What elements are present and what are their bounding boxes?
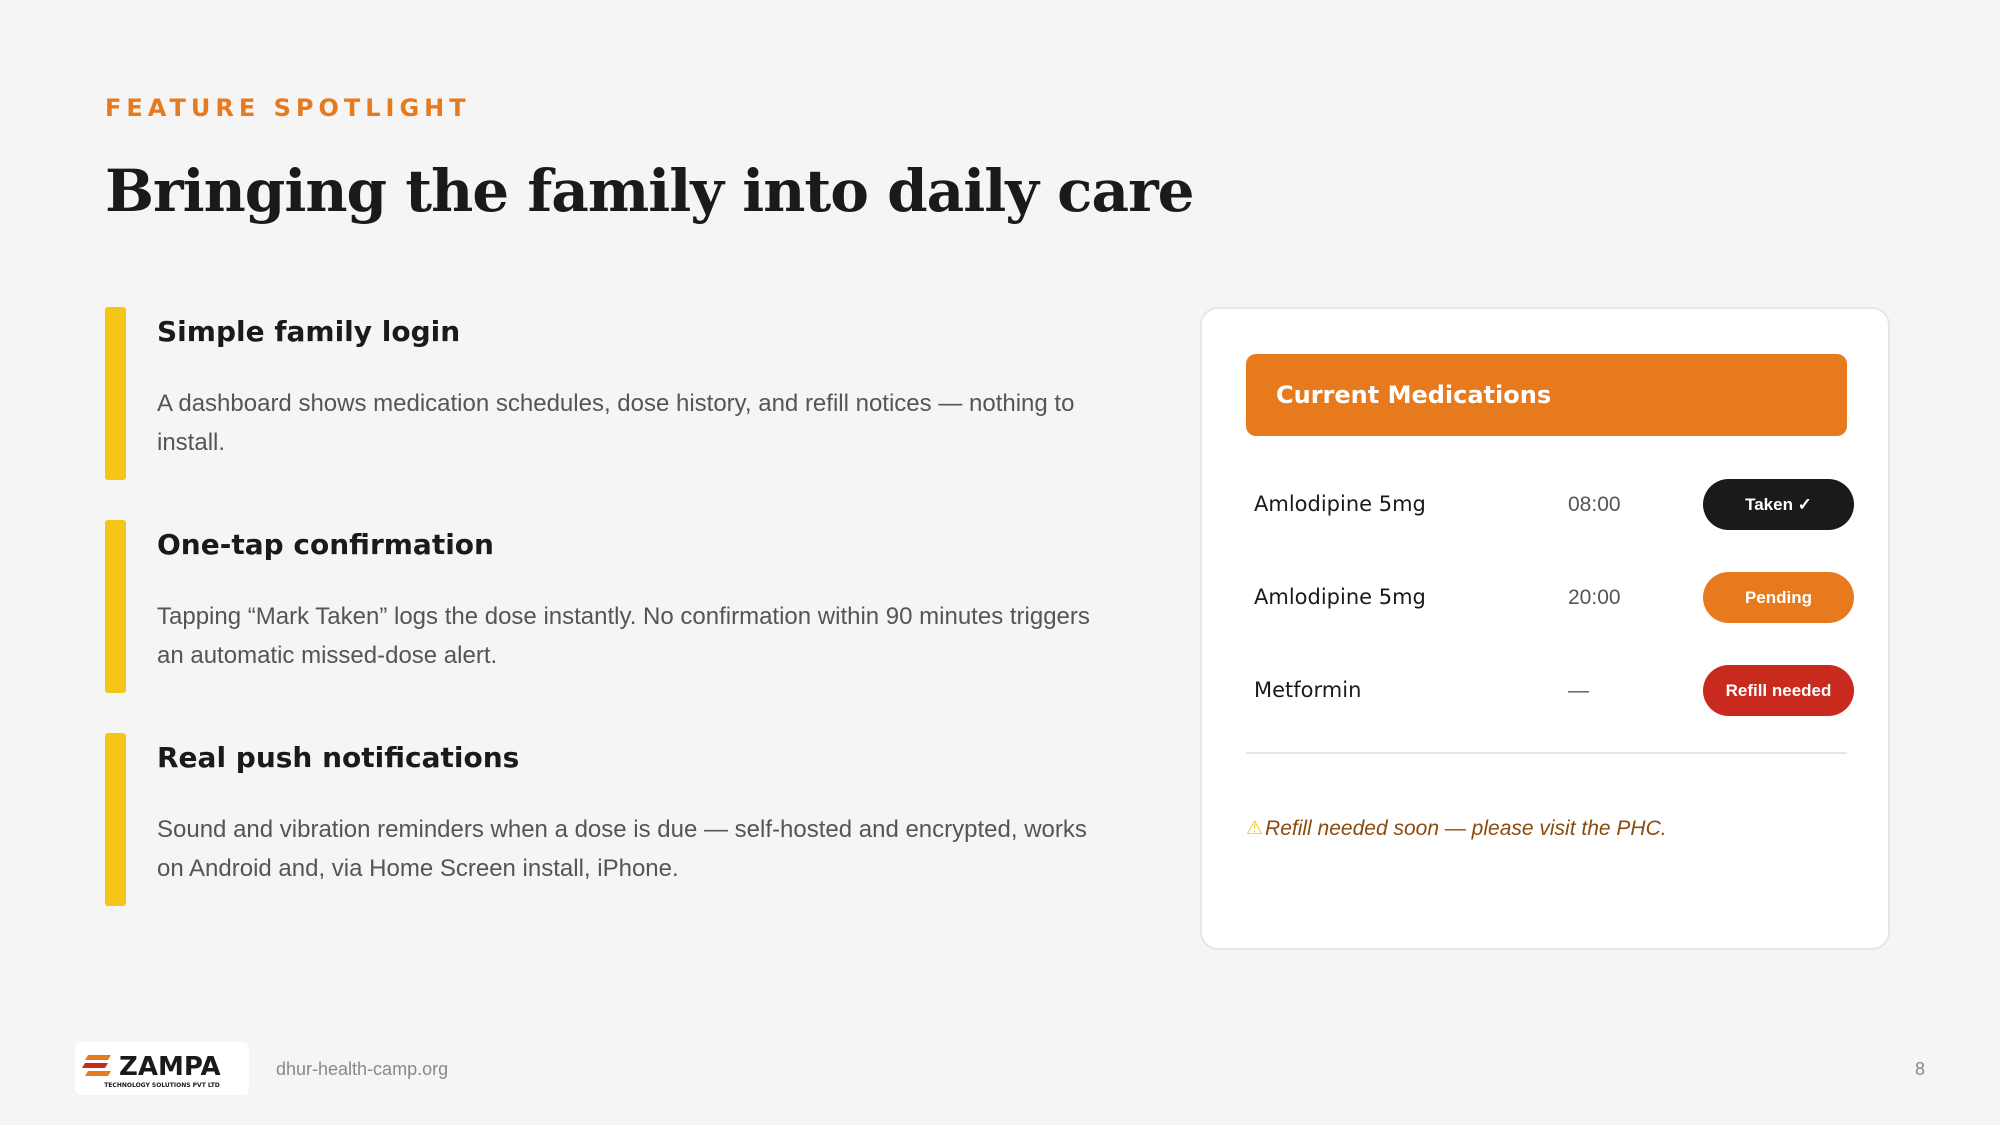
feature-accent-bar	[105, 307, 126, 480]
feature-description: Sound and vibration reminders when a dose is due — self-hosted and encrypted, works on Android and, via Home Screen install, iPhone.	[157, 816, 1087, 882]
status-badge[interactable]: Taken ✓	[1703, 479, 1854, 530]
feature-description: Tapping “Mark Taken” logs the dose instantly. No confirmation within 90 minutes triggers an automatic missed-dose alert.	[157, 603, 1090, 669]
feature-accent-bar	[105, 733, 126, 906]
feature-title: Simple family login	[157, 315, 461, 348]
refill-note-text: Refill needed soon — please visit the PHC.	[1265, 817, 1667, 840]
feature-list	[105, 307, 1115, 946]
feature-title: One-tap confirmation	[157, 528, 494, 561]
feature-item	[105, 520, 1115, 693]
medication-row	[1254, 665, 1854, 716]
refill-note	[1246, 813, 1866, 845]
warning-icon: ⚠	[1246, 818, 1264, 839]
medication-name: Amlodipine 5mg	[1254, 585, 1426, 609]
logo-mark-icon	[75, 1042, 249, 1095]
logo-subtext: TECHNOLOGY SOLUTIONS PVT LTD	[104, 1082, 220, 1089]
medication-name: Metformin	[1254, 678, 1362, 702]
feature-title: Real push notifications	[157, 741, 520, 774]
status-badge[interactable]: Refill needed	[1703, 665, 1854, 716]
page-number: 8	[1914, 1059, 1925, 1079]
company-logo	[75, 1042, 249, 1095]
medications-card	[1200, 307, 1890, 950]
medication-time: 20:00	[1568, 586, 1621, 609]
status-badge[interactable]: Pending	[1703, 572, 1854, 623]
feature-item	[105, 733, 1115, 906]
feature-description: A dashboard shows medication schedules, dose history, and refill notices — nothing to install.	[157, 390, 1075, 456]
card-divider	[1246, 752, 1847, 754]
logo-wordmark: ZAMPA	[119, 1052, 221, 1082]
eyebrow-label: FEATURE SPOTLIGHT	[105, 94, 471, 122]
footer-url: dhur-health-camp.org	[276, 1059, 449, 1079]
medication-name: Amlodipine 5mg	[1254, 492, 1426, 516]
feature-item	[105, 307, 1115, 480]
medication-row	[1254, 479, 1854, 530]
page-title: Bringing the family into daily care	[105, 157, 1194, 225]
medication-time: —	[1568, 679, 1589, 702]
feature-accent-bar	[105, 520, 126, 693]
medications-card-header: Current Medications	[1246, 354, 1847, 436]
medication-row	[1254, 572, 1854, 623]
medication-time: 08:00	[1568, 493, 1621, 516]
